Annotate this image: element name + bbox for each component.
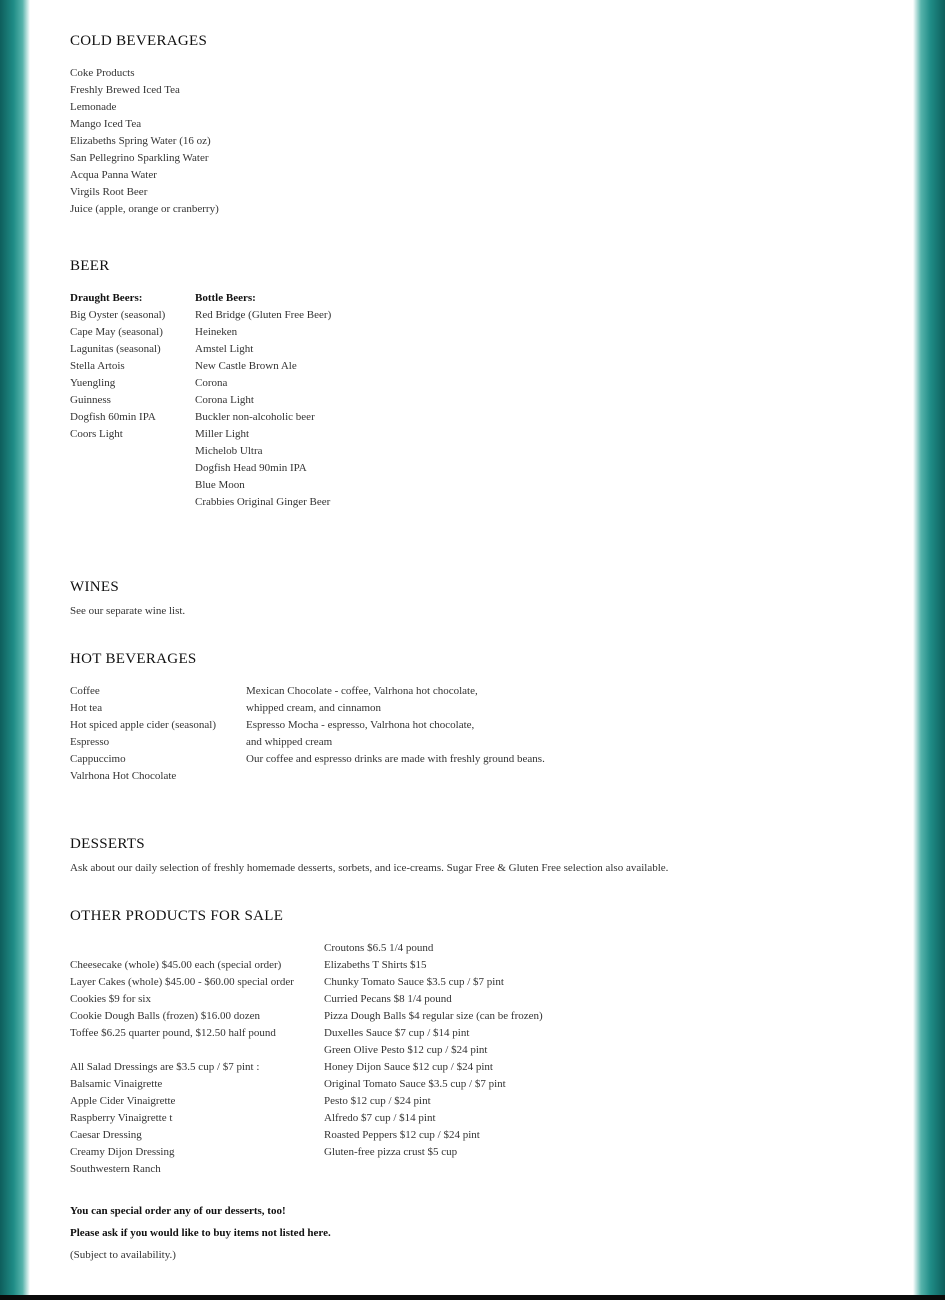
list-item: and whipped cream xyxy=(246,736,333,748)
list-item: Caesar Dressing xyxy=(70,1129,142,1141)
cold-beverages-list xyxy=(70,65,219,218)
list-item: San Pellegrino Sparkling Water xyxy=(70,152,209,164)
list-item: Espresso Mocha - espresso, Valrhona hot chocolate, xyxy=(246,719,475,731)
list-item: Dogfish 60min IPA xyxy=(70,411,156,423)
list-item: Stella Artois xyxy=(70,360,125,372)
list-item: Virgils Root Beer xyxy=(70,186,148,198)
list-item: Coors Light xyxy=(70,428,123,440)
list-item: Honey Dijon Sauce $12 cup / $24 pint xyxy=(324,1061,493,1073)
list-item: Elizabeths T Shirts $15 xyxy=(324,959,427,971)
list-item: Cappuccimo xyxy=(70,753,126,765)
hot-beverages-descriptions xyxy=(246,683,545,768)
list-item: Amstel Light xyxy=(195,343,254,355)
list-item: Alfredo $7 cup / $14 pint xyxy=(324,1112,436,1124)
desserts-heading: DESSERTS xyxy=(70,836,145,852)
draught-beers-label: Draught Beers: xyxy=(70,292,143,304)
list-item: Curried Pecans $8 1/4 pound xyxy=(324,993,452,1005)
list-item: Crabbies Original Ginger Beer xyxy=(195,496,331,508)
bottle-beers-label: Bottle Beers: xyxy=(195,292,256,304)
other-products-right-list xyxy=(324,940,543,1161)
list-item: Lagunitas (seasonal) xyxy=(70,343,161,355)
availability-note: (Subject to availability.) xyxy=(70,1249,176,1261)
list-item: Southwestern Ranch xyxy=(70,1163,161,1175)
list-item: Michelob Ultra xyxy=(195,445,263,457)
beer-heading: BEER xyxy=(70,258,110,274)
list-item: Creamy Dijon Dressing xyxy=(70,1146,175,1158)
list-item: Yuengling xyxy=(70,377,116,389)
other-products-left-list xyxy=(70,957,294,1178)
list-item: Valrhona Hot Chocolate xyxy=(70,770,177,782)
list-item: Duxelles Sauce $7 cup / $14 pint xyxy=(324,1027,470,1039)
list-item: Balsamic Vinaigrette xyxy=(70,1078,163,1090)
ask-note: Please ask if you would like to buy items not listed here. xyxy=(70,1227,331,1239)
list-item: Corona Light xyxy=(195,394,254,406)
list-item: Apple Cider Vinaigrette xyxy=(70,1095,176,1107)
bottom-bar xyxy=(0,1295,945,1300)
list-item: Miller Light xyxy=(195,428,250,440)
list-item: Pizza Dough Balls $4 regular size (can be frozen) xyxy=(324,1010,543,1022)
list-item: Lemonade xyxy=(70,101,117,113)
list-spacer xyxy=(70,1042,294,1059)
list-item: Coffee xyxy=(70,685,100,697)
list-item: Guinness xyxy=(70,394,111,406)
other-products-heading: OTHER PRODUCTS FOR SALE xyxy=(70,908,284,924)
list-item: Cookie Dough Balls (frozen) $16.00 dozen xyxy=(70,1010,261,1022)
torn-edge-right-decoration xyxy=(913,0,945,1300)
list-item: Roasted Peppers $12 cup / $24 pint xyxy=(324,1129,480,1141)
list-item: Blue Moon xyxy=(195,479,245,491)
list-item: Acqua Panna Water xyxy=(70,169,157,181)
list-item: New Castle Brown Ale xyxy=(195,360,297,372)
list-item: Juice (apple, orange or cranberry) xyxy=(70,203,219,215)
list-item: Freshly Brewed Iced Tea xyxy=(70,84,180,96)
list-item: All Salad Dressings are $3.5 cup / $7 pint : xyxy=(70,1061,260,1073)
list-item: Mexican Chocolate - coffee, Valrhona hot chocolate, xyxy=(246,685,478,697)
list-item: Green Olive Pesto $12 cup / $24 pint xyxy=(324,1044,488,1056)
desserts-text: Ask about our daily selection of freshly homemade desserts, sorbets, and ice-creams. Sugar Free & Gluten Free selection also available. xyxy=(70,862,669,874)
list-item: Chunky Tomato Sauce $3.5 cup / $7 pint xyxy=(324,976,504,988)
hot-beverages-heading: HOT BEVERAGES xyxy=(70,651,197,667)
list-item: Original Tomato Sauce $3.5 cup / $7 pint xyxy=(324,1078,506,1090)
list-item: Croutons $6.5 1/4 pound xyxy=(324,942,434,954)
list-item: Big Oyster (seasonal) xyxy=(70,309,166,321)
list-item: Buckler non-alcoholic beer xyxy=(195,411,315,423)
list-item: Mango Iced Tea xyxy=(70,118,142,130)
list-item: Coke Products xyxy=(70,67,135,79)
wines-text: See our separate wine list. xyxy=(70,605,186,617)
list-item: Our coffee and espresso drinks are made with freshly ground beans. xyxy=(246,753,545,765)
list-item: Hot tea xyxy=(70,702,103,714)
list-item: whipped cream, and cinnamon xyxy=(246,702,382,714)
list-item: Toffee $6.25 quarter pound, $12.50 half pound xyxy=(70,1027,276,1039)
list-item: Layer Cakes (whole) $45.00 - $60.00 special order xyxy=(70,976,294,988)
list-item: Cookies $9 for six xyxy=(70,993,151,1005)
list-item: Cape May (seasonal) xyxy=(70,326,163,338)
cold-beverages-heading: COLD BEVERAGES xyxy=(70,33,208,49)
draught-beers-list xyxy=(70,290,165,443)
torn-edge-left-decoration xyxy=(0,0,30,1300)
list-item: Cheesecake (whole) $45.00 each (special order) xyxy=(70,959,282,971)
hot-beverages-list xyxy=(70,683,216,785)
bottle-beers-list xyxy=(195,290,331,511)
list-item: Heineken xyxy=(195,326,238,338)
list-item: Espresso xyxy=(70,736,110,748)
special-order-note: You can special order any of our desserts, too! xyxy=(70,1205,286,1217)
list-item: Gluten-free pizza crust $5 cup xyxy=(324,1146,458,1158)
list-item: Pesto $12 cup / $24 pint xyxy=(324,1095,431,1107)
wines-heading: WINES xyxy=(70,579,119,595)
list-item: Corona xyxy=(195,377,228,389)
list-item: Dogfish Head 90min IPA xyxy=(195,462,307,474)
list-item: Elizabeths Spring Water (16 oz) xyxy=(70,135,211,147)
list-item: Red Bridge (Gluten Free Beer) xyxy=(195,309,332,321)
list-item: Hot spiced apple cider (seasonal) xyxy=(70,719,216,731)
list-item: Raspberry Vinaigrette t xyxy=(70,1112,173,1124)
